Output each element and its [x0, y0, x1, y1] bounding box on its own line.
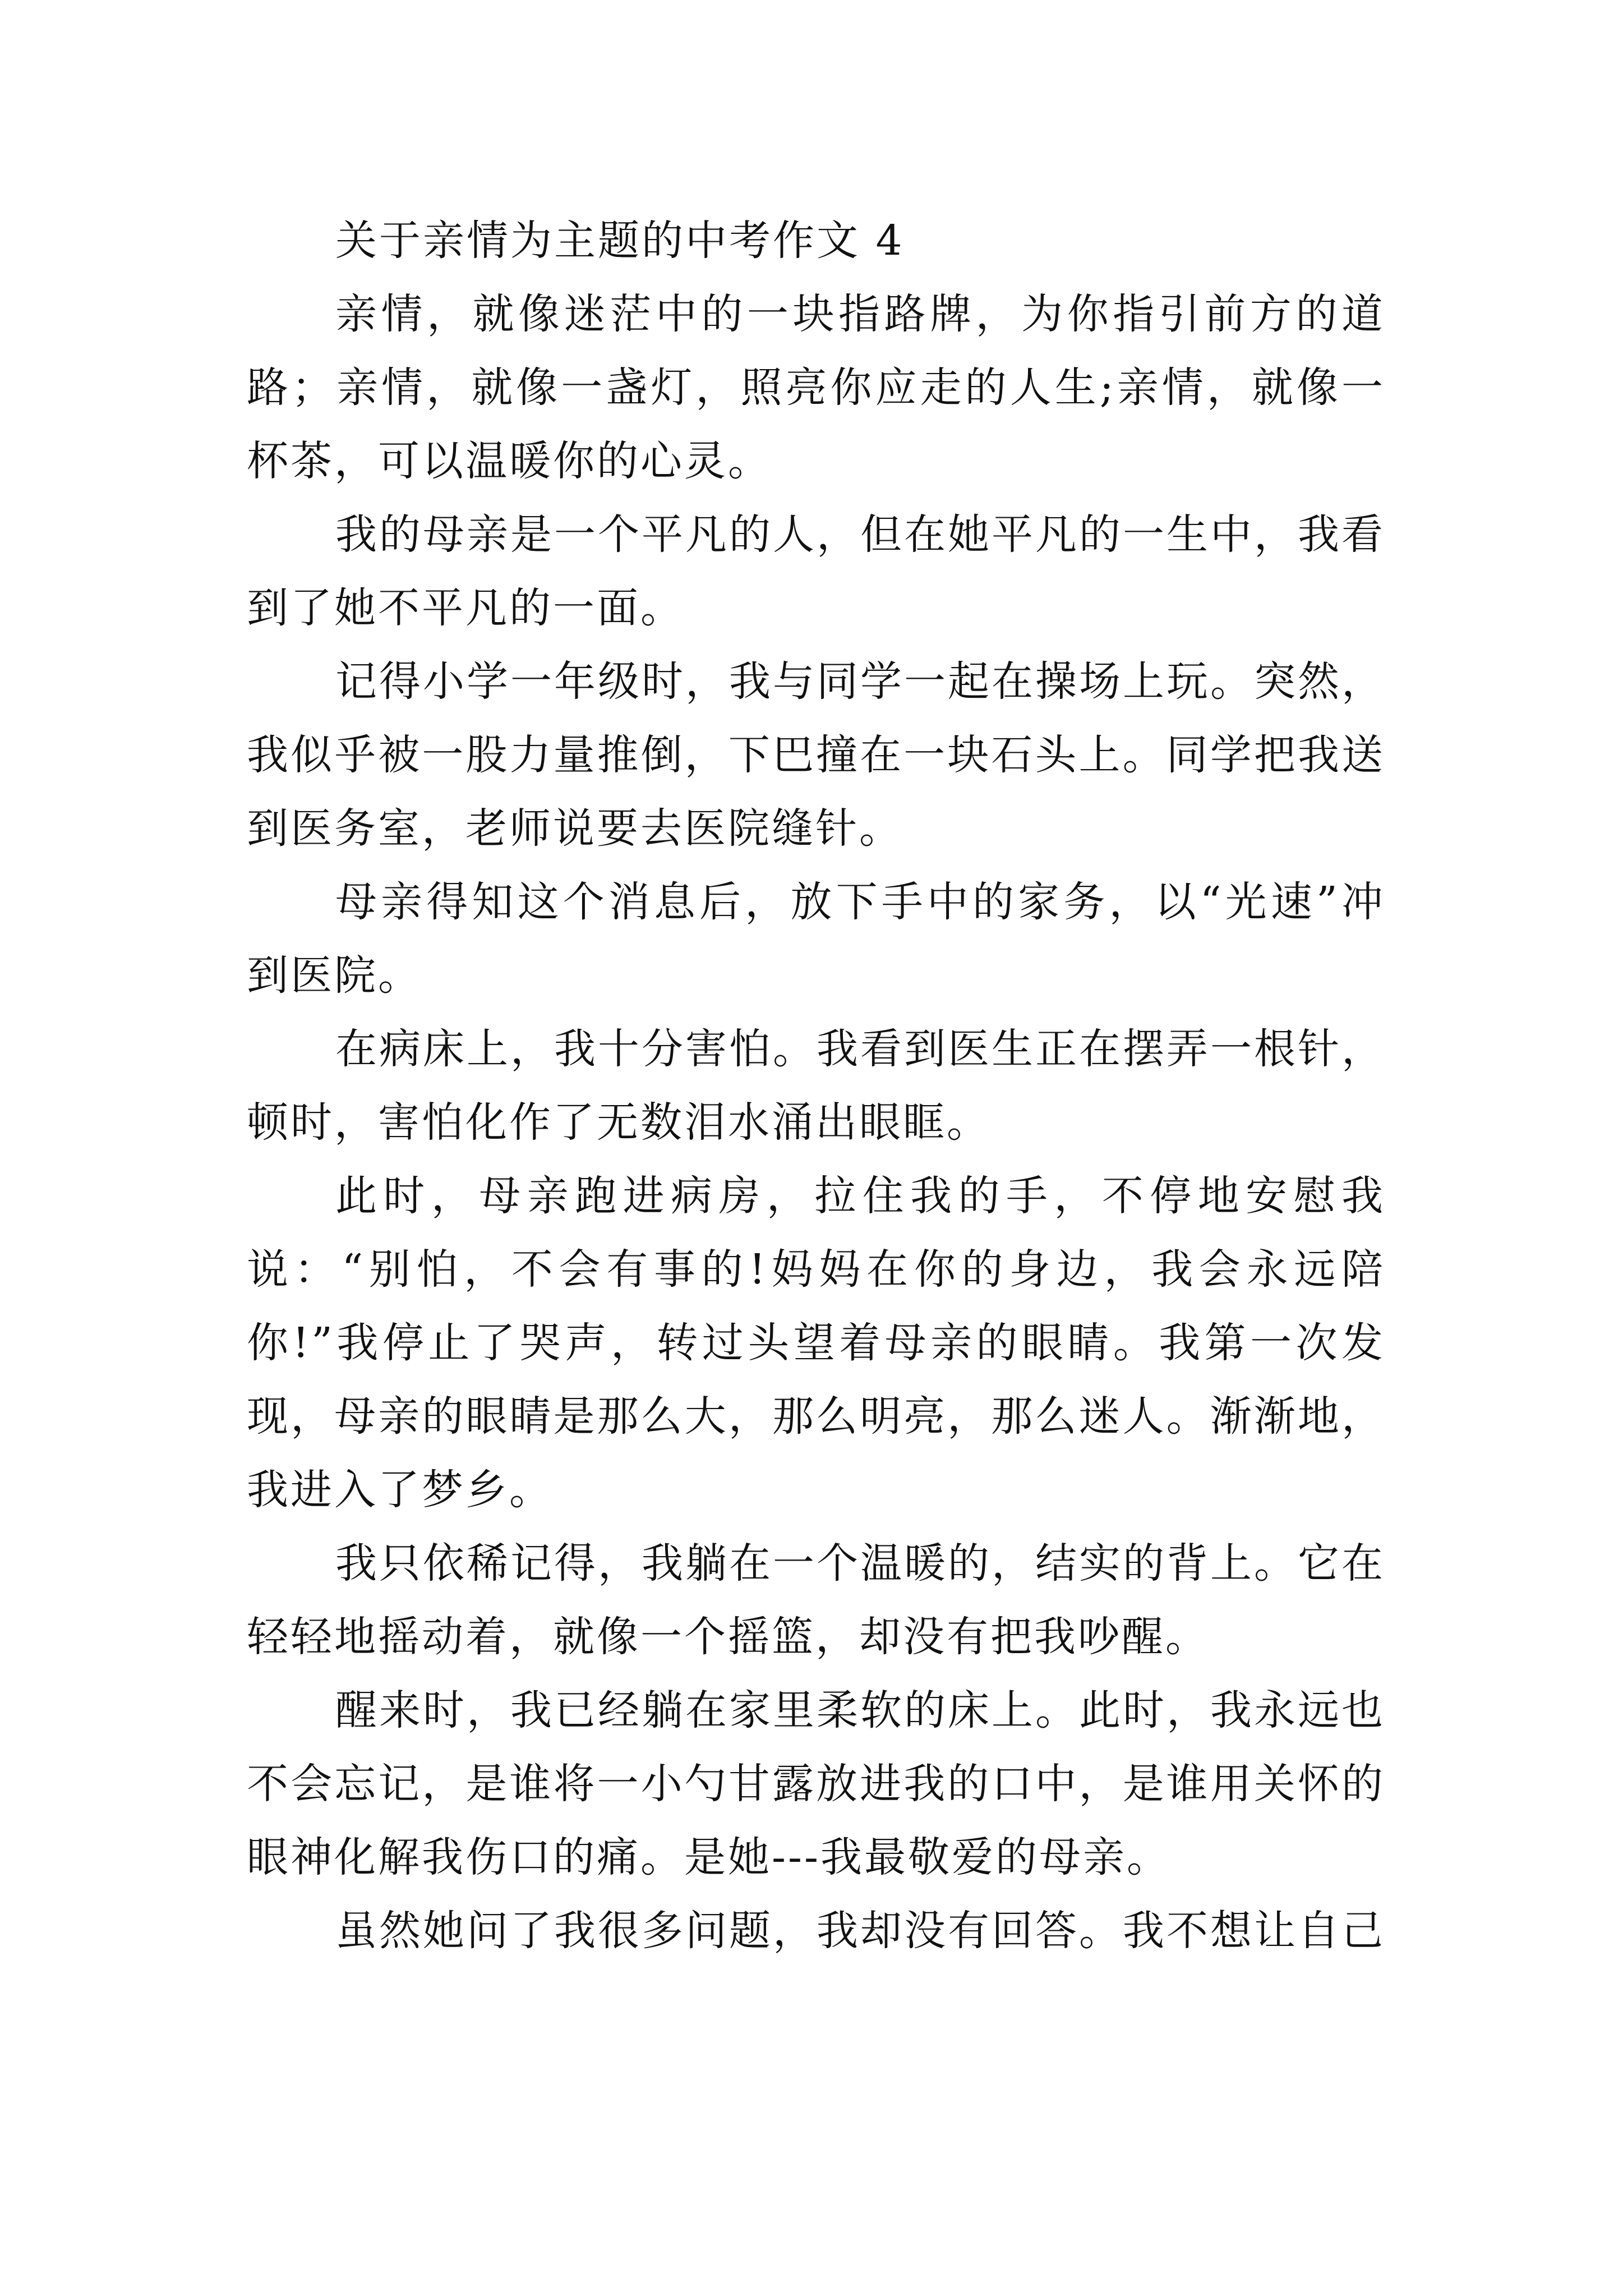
- paragraph: 此时，母亲跑进病房，拉住我的手，不停地安慰我说：“别怕，不会有事的!妈妈在你的身边，我会永远陪你!”我停止了哭声，转过头望着母亲的眼睛。我第一次发现，母亲的眼睛是那么大，那么明亮，那么迷人。渐渐地，我进入了梦乡。: [247, 1172, 1385, 1514]
- paragraph: 醒来时，我已经躺在家里柔软的床上。此时，我永远也不会忘记，是谁将一小勺甘露放进我的口中，是谁用关怀的眼神化解我伤口的痛。是她---我最敬爱的母亲。: [247, 1686, 1385, 1881]
- paragraph: 记得小学一年级时，我与同学一起在操场上玩。突然，我似乎被一股力量推倒，下巴撞在一块石头上。同学把我送到医务室，老师说要去医院缝针。: [247, 657, 1385, 853]
- document-body: [247, 204, 1385, 1968]
- document-title: 关于亲情为主题的中考作文 4: [335, 217, 905, 265]
- paragraph: 我的母亲是一个平凡的人，但在她平凡的一生中，我看到了她不平凡的一面。: [247, 510, 1385, 632]
- paragraph: 亲情，就像迷茫中的一块指路牌，为你指引前方的道路；亲情，就像一盏灯，照亮你应走的人生;亲情，就像一杯茶，可以温暖你的心灵。: [247, 290, 1385, 485]
- paragraph: 在病床上，我十分害怕。我看到医生正在摆弄一根针，顿时，害怕化作了无数泪水涌出眼眶。: [247, 1025, 1385, 1147]
- paragraph: 虽然她问了我很多问题，我却没有回答。我不想让自己: [335, 1907, 1385, 1955]
- paragraph: 我只依稀记得，我躺在一个温暖的，结实的背上。它在轻轻地摇动着，就像一个摇篮，却没有把我吵醒。: [247, 1539, 1385, 1661]
- paragraph: 母亲得知这个消息后，放下手中的家务，以“光速”冲到医院。: [247, 878, 1385, 1000]
